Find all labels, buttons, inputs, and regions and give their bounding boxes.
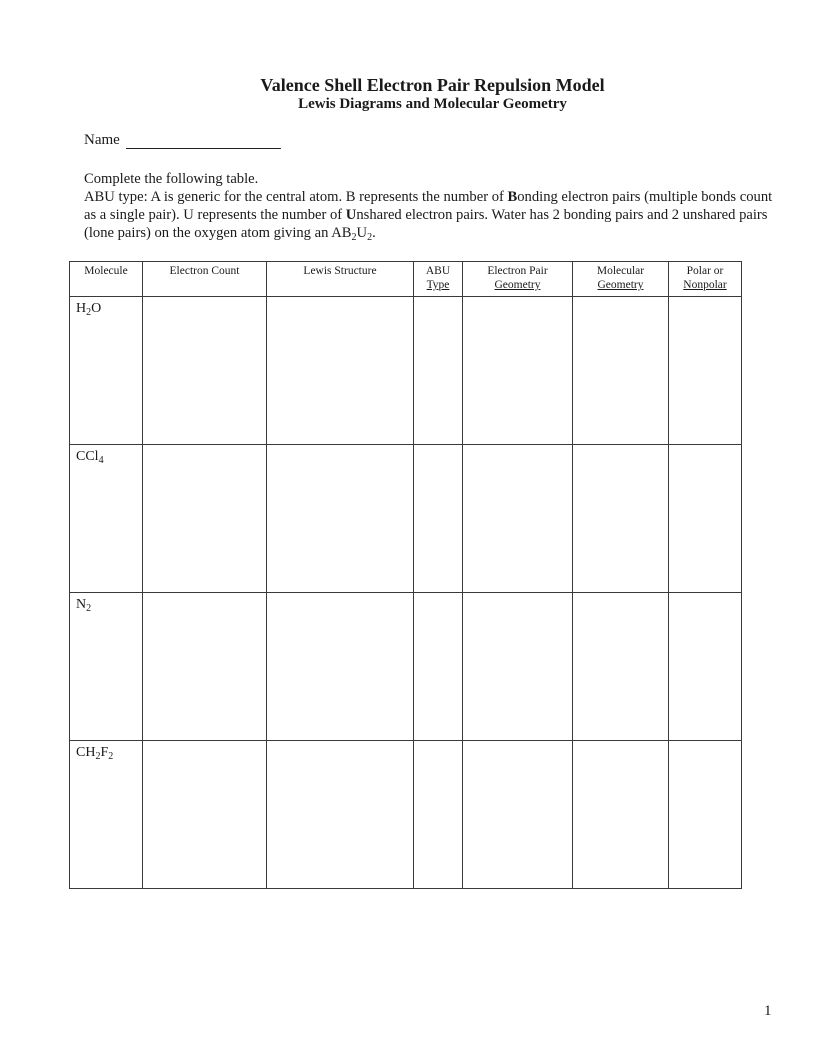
molecular-geometry-cell[interactable] <box>573 593 669 741</box>
abu-sub-2: 2 <box>367 232 373 243</box>
instructions-abu-text <box>84 188 784 247</box>
abu-type-cell[interactable] <box>414 741 463 889</box>
header-polar-line1: Polar or <box>686 265 724 277</box>
polar-nonpolar-cell[interactable] <box>669 297 742 445</box>
abu-bold-u: U <box>345 207 357 223</box>
abu-end: . <box>372 225 376 241</box>
molecular-geometry-cell[interactable] <box>573 445 669 593</box>
molecule-formula <box>70 297 142 318</box>
lewis-structure-cell[interactable] <box>267 297 414 445</box>
header-electron-pair-geometry <box>463 262 573 297</box>
molecule-cell <box>70 593 143 741</box>
molecule-cell <box>70 741 143 889</box>
formula-subscript: 2 <box>95 751 101 762</box>
header-epg-line1: Electron Pair <box>487 265 548 277</box>
molecule-formula <box>70 593 142 614</box>
name-field <box>84 132 281 149</box>
header-polar-nonpolar <box>669 262 742 297</box>
abu-type-cell[interactable] <box>414 593 463 741</box>
formula-part: H <box>76 301 87 316</box>
abu-text-part3: nshared electron pairs. Water has 2 bonding pairs and 2 unshared pairs (lone pairs) on the oxygen atom giving an AB <box>84 207 768 241</box>
abu-text-part2: onding electron pairs (multiple bonds count as a single pair). U represents the number of <box>84 189 773 223</box>
abu-type-cell[interactable] <box>414 445 463 593</box>
header-mg-line1: Molecular <box>596 265 645 277</box>
electron-pair-geometry-cell[interactable] <box>463 741 573 889</box>
lewis-structure-cell[interactable] <box>267 445 414 593</box>
instructions <box>84 170 784 247</box>
header-epg-line2: Geometry <box>494 279 541 291</box>
formula-part: N <box>76 597 87 612</box>
abu-mid: U <box>356 225 368 241</box>
molecular-geometry-cell[interactable] <box>573 741 669 889</box>
vsepr-table <box>69 261 742 889</box>
polar-nonpolar-cell[interactable] <box>669 593 742 741</box>
formula-part: CH <box>76 745 96 760</box>
formula-part: CCl <box>76 449 99 464</box>
electron-pair-geometry-cell[interactable] <box>463 297 573 445</box>
table-body <box>70 297 742 889</box>
electron-pair-geometry-cell[interactable] <box>463 445 573 593</box>
page-title: Valence Shell Electron Pair Repulsion Model <box>260 75 605 95</box>
header-polar-line2: Nonpolar <box>683 279 727 291</box>
molecular-geometry-cell[interactable] <box>573 297 669 445</box>
formula-part: F <box>100 745 109 760</box>
molecule-cell <box>70 297 143 445</box>
formula-part: O <box>91 301 102 316</box>
polar-nonpolar-cell[interactable] <box>669 741 742 889</box>
lewis-structure-cell[interactable] <box>267 741 414 889</box>
formula-subscript: 2 <box>86 603 92 614</box>
electron-count-cell[interactable] <box>143 297 267 445</box>
abu-bold-b: B <box>507 189 518 205</box>
page-number: 1 <box>764 1003 772 1019</box>
table-header-row <box>70 262 742 297</box>
table-row <box>70 593 742 741</box>
table-row <box>70 741 742 889</box>
polar-nonpolar-cell[interactable] <box>669 445 742 593</box>
abu-type-cell[interactable] <box>414 297 463 445</box>
header-molecule: Molecule <box>70 262 143 297</box>
header-abu-type <box>414 262 463 297</box>
abu-text-part1: ABU type: A is generic for the central atom. B represents the number of <box>84 189 508 205</box>
table-row <box>70 297 742 445</box>
formula-subscript: 4 <box>98 455 104 466</box>
abu-sub-1: 2 <box>351 232 357 243</box>
electron-pair-geometry-cell[interactable] <box>463 593 573 741</box>
electron-count-cell[interactable] <box>143 741 267 889</box>
electron-count-cell[interactable] <box>143 593 267 741</box>
name-blank-line[interactable] <box>126 134 281 149</box>
formula-subscript: 2 <box>86 307 92 318</box>
header-lewis-structure: Lewis Structure <box>267 262 414 297</box>
molecule-formula <box>70 445 142 466</box>
header-abu-line1: ABU <box>425 265 451 277</box>
molecule-cell <box>70 445 143 593</box>
table-row <box>70 445 742 593</box>
lewis-structure-cell[interactable] <box>267 593 414 741</box>
name-label: Name <box>84 132 120 148</box>
page-subtitle: Lewis Diagrams and Molecular Geometry <box>298 96 567 112</box>
header-molecular-geometry <box>573 262 669 297</box>
header-abu-line2: Type <box>426 279 450 291</box>
electron-count-cell[interactable] <box>143 445 267 593</box>
formula-subscript: 2 <box>108 751 114 762</box>
header-mg-line2: Geometry <box>597 279 644 291</box>
header-electron-count: Electron Count <box>143 262 267 297</box>
molecule-formula <box>70 741 142 762</box>
instructions-line1: Complete the following table. <box>84 171 259 187</box>
